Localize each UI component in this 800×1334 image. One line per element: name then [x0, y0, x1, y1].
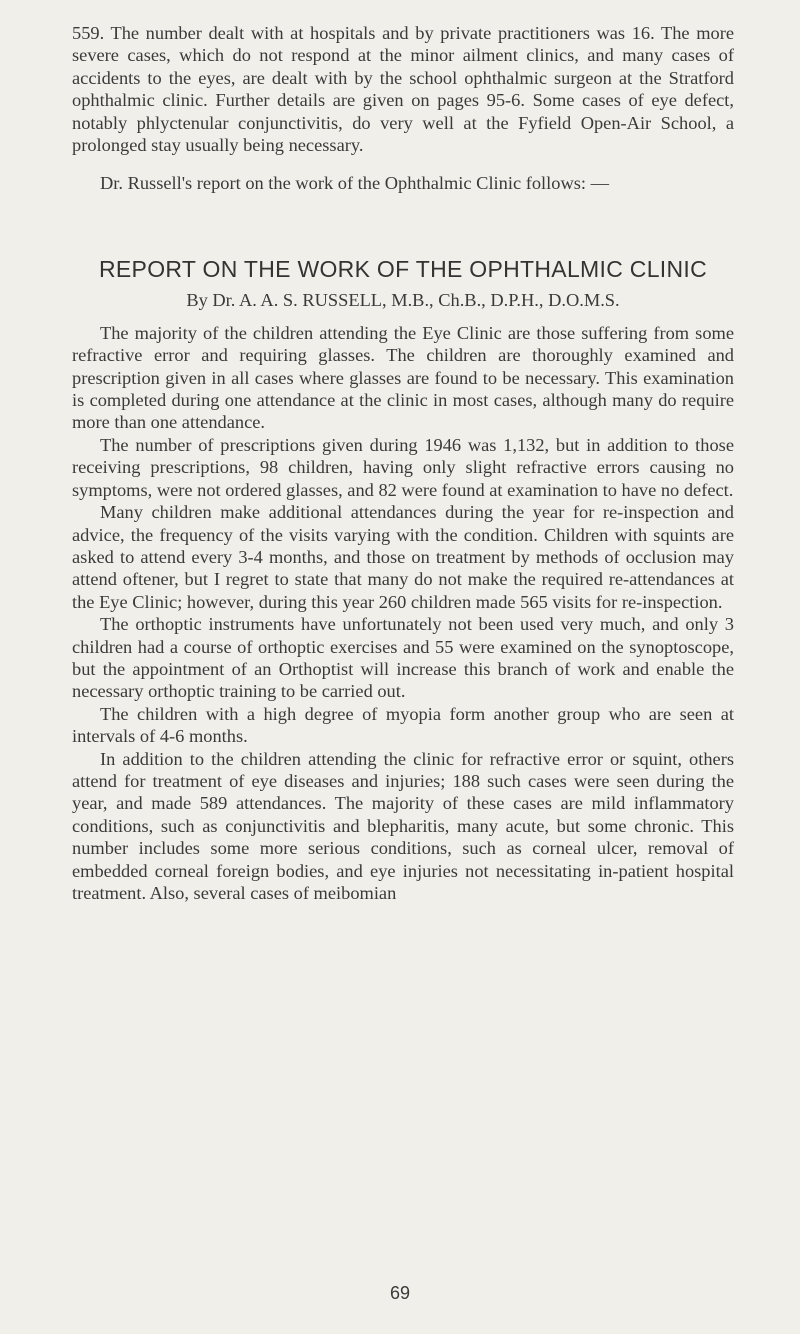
report-paragraph: The number of prescriptions given during 1946 was 1,132, but in addition to those receiving prescriptions, 98 children, having only slight refractive errors causing no symptoms, were not ordered glasses, and 82 were found at examination to have no defect. [72, 434, 734, 500]
intro-paragraph: Dr. Russell's report on the work of the Ophthalmic Clinic follows: — [100, 173, 609, 194]
page-number: 69 [389, 1283, 411, 1303]
report-heading: REPORT ON THE WORK OF THE OPHTHALMIC CLINIC [99, 255, 707, 282]
report-paragraph: The children with a high degree of myopia form another group who are seen at intervals of 4-6 months. [72, 703, 734, 747]
report-byline: By Dr. A. A. S. RUSSELL, M.B., Ch.B., D.P.H., D.O.M.S. [186, 289, 620, 310]
report-paragraph: The majority of the children attending the Eye Clinic are those suffering from some refractive error and requiring glasses. The children are thoroughly examined and prescription given in all cases where glasses are found to be necessary. This examination is completed during one attendance at the clinic in most cases, although many do require more than one attendance. [72, 322, 734, 433]
intro-paragraph: 559. The number dealt with at hospitals and by private practitioners was 16. The more severe cases, which do not respond at the minor ailment clinics, and many cases of accidents to the eyes, are dealt with by the school ophthalmic surgeon at the Stratford ophthalmic clinic. Further details are given on pages 95-6. Some cases of eye defect, notably phlyctenular conjunctivitis, do very well at the Fyfield Open-Air School, a prolonged stay usually being necessary. [72, 23, 734, 156]
document-page [72, 22, 734, 904]
report-paragraph: Many children make additional attendances during the year for re-inspection and advice, the frequency of the visits varying with the condition. Children with squints are asked to attend every 3-4 months, and those on treatment by methods of occlusion may attend oftener, but I regret to state that many do not make the required re-attendances at the Eye Clinic; however, during this year 260 children made 565 visits for re-inspection. [72, 502, 734, 612]
report-paragraph: The orthoptic instruments have unfortunately not been used very much, and only 3 children had a course of orthoptic exercises and 55 were examined on the synoptoscope, but the appointment of an Orthoptist will increase this branch of work and enable the necessary orthoptic training to be carried out. [72, 614, 734, 702]
report-paragraph: In addition to the children attending the clinic for refractive error or squint, others attend for treatment of eye diseases and injuries; 188 such cases were seen during the year, and made 589 attendances. The majority of these cases are mild inflammatory conditions, such as conjunctivitis and blepharitis, many acute, but some chronic. This number includes some more serious conditions, such as corneal ulcer, removal of embedded corneal foreign bodies, and eye injuries not necessitating in-patient hospital treatment. Also, several cases of meibomian [72, 748, 734, 903]
